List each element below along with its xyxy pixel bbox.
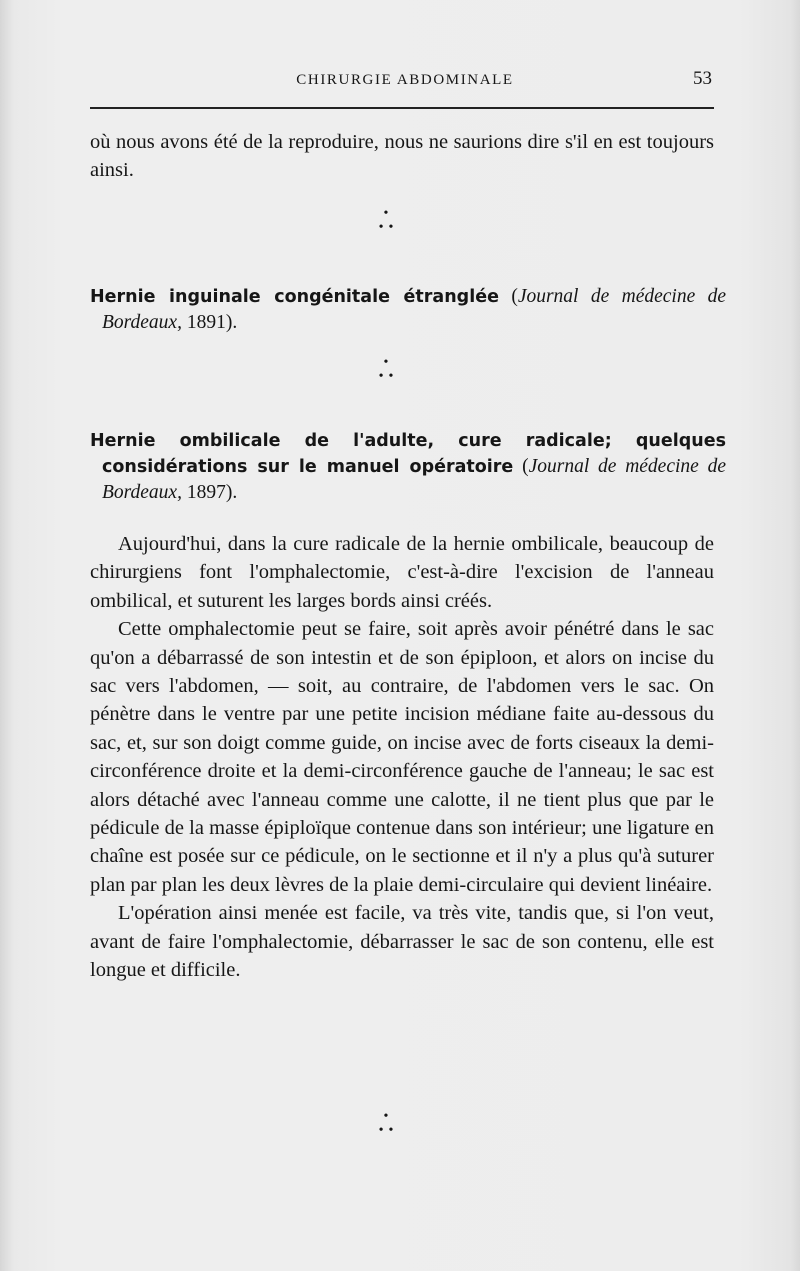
separator-bottom-dots: •• <box>378 1123 399 1138</box>
header-rule <box>90 107 714 109</box>
intro-text: où nous avons été de la reproduire, nous ne saurions dire s'il en est toujours ainsi. <box>90 131 714 181</box>
page-number: 53 <box>693 68 712 89</box>
entry-source: Journal de médecine de Bordeaux, <box>102 456 727 503</box>
body-paragraph: L'opération ainsi menée est facile, va très vite, tandis que, si l'on veut, avant de faire l'omphalectomie, débarrasser le sac de son contenu, elle est longue et difficile. <box>90 902 714 982</box>
separator-top-dot: • <box>383 206 389 221</box>
section-separator-2 <box>371 356 401 382</box>
entry-title: Hernie ombilicale de l'adulte, cure radicale; quelques considérations sur le manuel opératoire <box>90 431 726 477</box>
running-title: CHIRURGIE ABDOMINALE <box>296 72 514 88</box>
separator-top-dot: • <box>383 1109 389 1124</box>
section-separator-1 <box>371 207 401 233</box>
entry-umbilical-hernia <box>90 428 726 506</box>
body-paragraph: Cette omphalectomie peut se faire, soit après avoir pénétré dans le sac qu'on a débarrassé de son intestin et de son épiploon, et alors on incise du sac vers l'abdomen, — soit, au contraire, de l'abdomen vers le sac. On pénètre dans le ventre par une petite incision médiane faite au-dessous du sac, et, sur son doigt comme guide, on incise avec de forts ciseaux la demi-circonférence droite et la demi-circonférence gauche de l'anneau; le sac est alors détaché avec l'anneau comme une calotte, il ne tient plus que par le pédicule de la masse épiploïque contenue dans son intérieur; une ligature en chaîne est posée sur ce pédicule, on le sectionne et il n'y a plus qu'à suturer plan par plan les deux lèvres de la plaie demi-circulaire qui devient linéaire. <box>90 618 714 896</box>
body-paragraph: Aujourd'hui, dans la cure radicale de la hernie ombilicale, beaucoup de chirurgiens font l'omphalectomie, c'est-à-dire l'excision de l'anneau ombilical, et suturent les larges bords ainsi créés. <box>90 533 714 612</box>
running-head <box>90 68 714 96</box>
source-open: ( <box>511 286 518 307</box>
separator-bottom-dots: •• <box>378 369 399 384</box>
article-body <box>90 530 714 985</box>
separator-bottom-dots: •• <box>378 220 399 235</box>
separator-top-dot: • <box>383 355 389 370</box>
entry-inguinal-hernia <box>90 284 726 336</box>
source-open: ( <box>513 456 529 477</box>
entry-source: Journal de médecine de Bordeaux, <box>102 286 726 333</box>
source-close: 1891). <box>181 312 238 333</box>
section-separator-3 <box>371 1110 401 1136</box>
intro-paragraph <box>90 128 714 184</box>
source-close: 1897). <box>181 482 238 503</box>
entry-title: Hernie inguinale congénitale étranglée <box>90 287 499 307</box>
